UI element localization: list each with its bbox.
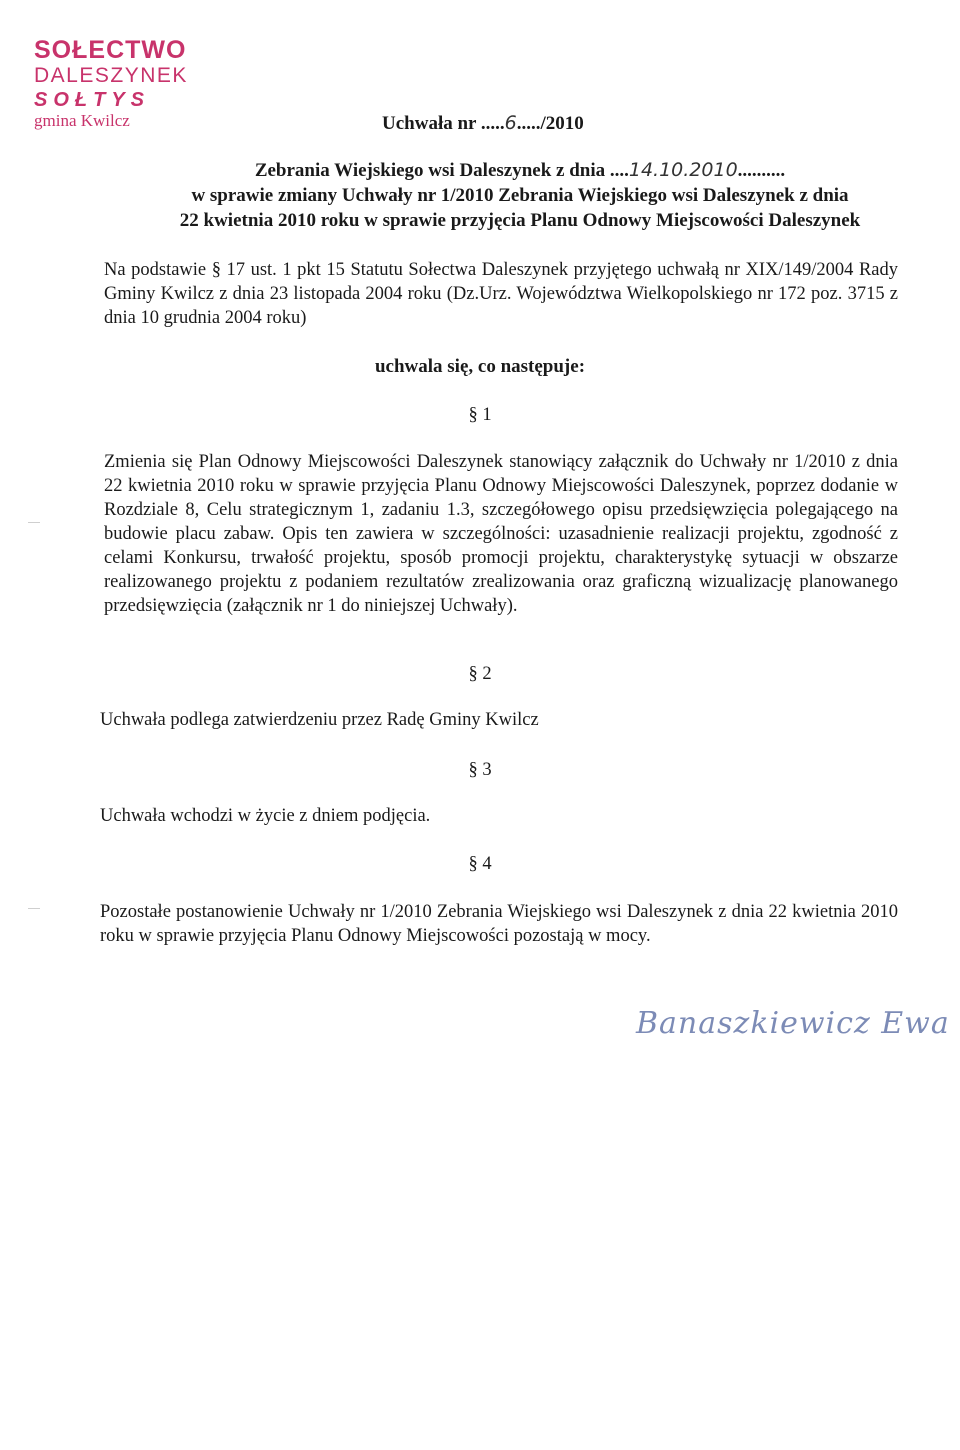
section-4-heading: § 4: [468, 854, 492, 874]
subject-line-1: w sprawie zmiany Uchwały nr 1/2010 Zebrania Wiejskiego wsi Daleszynek z dnia: [191, 185, 849, 206]
meeting-date-line: [90, 158, 950, 183]
section-1-heading: § 1: [468, 405, 492, 425]
scan-mark: [28, 908, 40, 909]
resolution-title: [382, 112, 584, 135]
section-3-heading: § 3: [468, 760, 492, 780]
title-suffix: ...../2010: [516, 113, 584, 134]
legal-basis-paragraph: Na podstawie § 17 ust. 1 pkt 15 Statutu Sołectwa Daleszynek przyjętego uchwałą nr XIX/149/2004 Rady Gminy Kwilcz z dnia 23 listopada 2004 roku (Dz.Urz. Województwa Wielkopolskiego nr 172 poz. 3715 z dnia 10 grudnia 2004 roku): [104, 260, 898, 328]
section-1-text: Zmienia się Plan Odnowy Miejscowości Daleszynek stanowiący załącznik do Uchwały nr 1/2010 z dnia 22 kwietnia 2010 roku w sprawie przyjęcia Planu Odnowy Miejscowości Daleszynek, poprzez dodanie w Rozdziale 8, Celu strategicznym 1, zadaniu 1.3, szczegółowego opisu przedsięwzięcia polegającego na budowie placu zabaw. Opis ten zawiera w szczególności: uzasadnienie realizacji projektu, zgodność z celami Konkursu, trwałość projektu, sposób promocji projektu, charakterystykę sytuacji w obszarze realizowanego projektu z podaniem rezultatów zrealizowania oraz graficzną wizualizację planowanego przedsięwzięcia (załącznik nr 1 do niniejszej Uchwały).: [104, 452, 898, 616]
scan-mark: [28, 522, 40, 523]
handwritten-date: 14.10.2010: [628, 159, 738, 181]
meeting-line-suffix: ..........: [737, 160, 786, 181]
stamp-line-4: gmina Kwilcz: [34, 111, 130, 130]
section-3-text: Uchwała wchodzi w życie z dniem podjęcia.: [100, 806, 431, 826]
section-2-heading: § 2: [468, 664, 492, 684]
stamp-line-1: SOŁECTWO: [34, 36, 187, 64]
section-4-text: Pozostałe postanowienie Uchwały nr 1/2010 Zebrania Wiejskiego wsi Daleszynek z dnia 22 kwietnia 2010 roku w sprawie przyjęcia Planu Odnowy Miejscowości pozostają w mocy.: [100, 902, 898, 946]
title-prefix: Uchwała nr .....: [382, 113, 505, 134]
handwritten-number: 6: [504, 112, 517, 134]
stamp-line-2: DALESZYNEK: [34, 64, 188, 87]
resolves-heading: uchwala się, co następuje:: [374, 356, 586, 377]
handwritten-signature: Banaszkiewicz Ewa: [636, 1006, 950, 1041]
village-stamp: [34, 38, 224, 129]
section-2-text: Uchwała podlega zatwierdzeniu przez Radę Gminy Kwilcz: [100, 710, 539, 730]
subject-line-2: 22 kwietnia 2010 roku w sprawie przyjęcia Planu Odnowy Miejscowości Daleszynek: [179, 210, 861, 231]
stamp-line-3: SOŁTYS: [34, 89, 151, 111]
meeting-line-prefix: Zebrania Wiejskiego wsi Daleszynek z dnia ....: [254, 160, 629, 181]
